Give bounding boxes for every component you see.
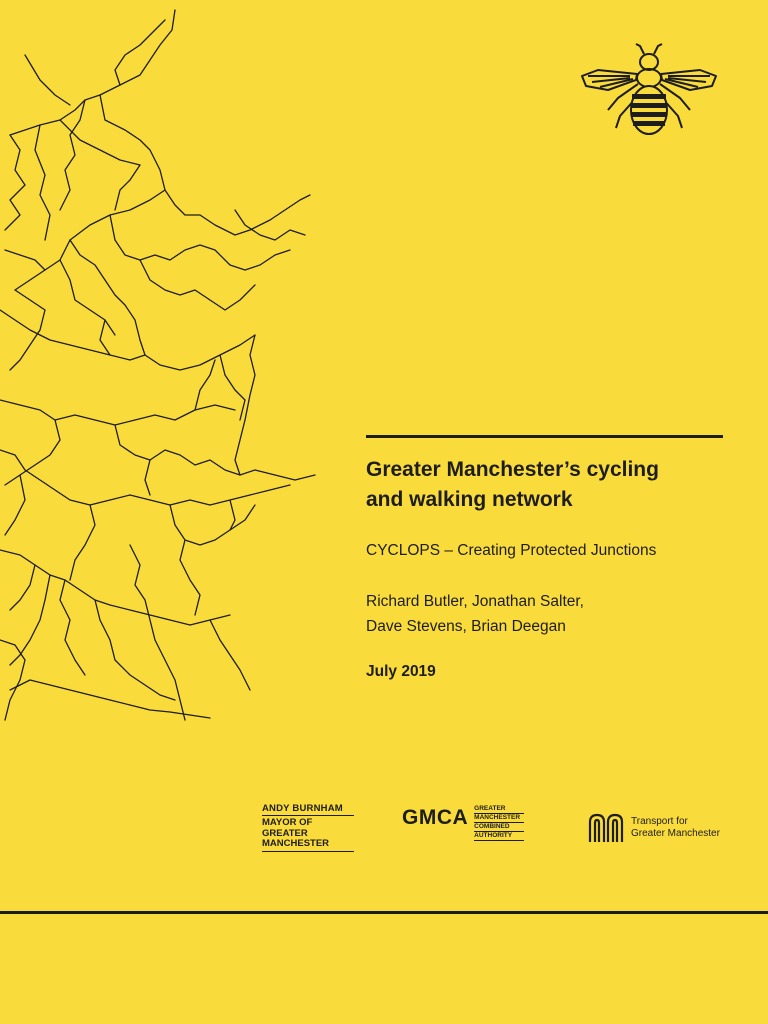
cycling-network-map [0, 0, 330, 730]
authors-line-1: Richard Butler, Jonathan Salter, [366, 593, 584, 610]
document-authors [366, 589, 666, 639]
gmca-line: AUTHORITY [474, 831, 524, 840]
tfgm-m-icon [587, 812, 625, 844]
gmca-logo [402, 805, 524, 841]
mayor-role [262, 816, 354, 852]
document-title [366, 455, 736, 515]
gmca-abbr: GMCA [402, 806, 469, 829]
document-date: July 2019 [366, 663, 436, 680]
authors-line-2: Dave Stevens, Brian Deegan [366, 618, 566, 635]
title-line-2: and walking network [366, 488, 573, 511]
title-line-1: Greater Manchester’s cycling [366, 458, 659, 481]
document-subtitle: CYCLOPS – Creating Protected Junctions [366, 542, 657, 559]
gmca-line: GREATER [474, 805, 506, 812]
mayor-role-line: MANCHESTER [262, 838, 330, 849]
mayor-role-line: MAYOR OF [262, 817, 313, 828]
tfgm-text [631, 816, 720, 840]
gmca-line: COMBINED [474, 822, 524, 831]
top-divider [366, 435, 723, 438]
tfgm-line-2: Greater Manchester [631, 828, 720, 839]
gmca-line: MANCHESTER [474, 813, 524, 822]
gmca-full-name [474, 805, 524, 841]
mayor-logo [262, 803, 354, 852]
bottom-divider [0, 911, 768, 914]
mayor-role-line: GREATER [262, 827, 308, 839]
mayor-name: ANDY BURNHAM [262, 803, 354, 816]
tfgm-logo [587, 812, 720, 844]
manchester-bee-icon [578, 40, 720, 140]
tfgm-line-1: Transport for [631, 816, 688, 827]
